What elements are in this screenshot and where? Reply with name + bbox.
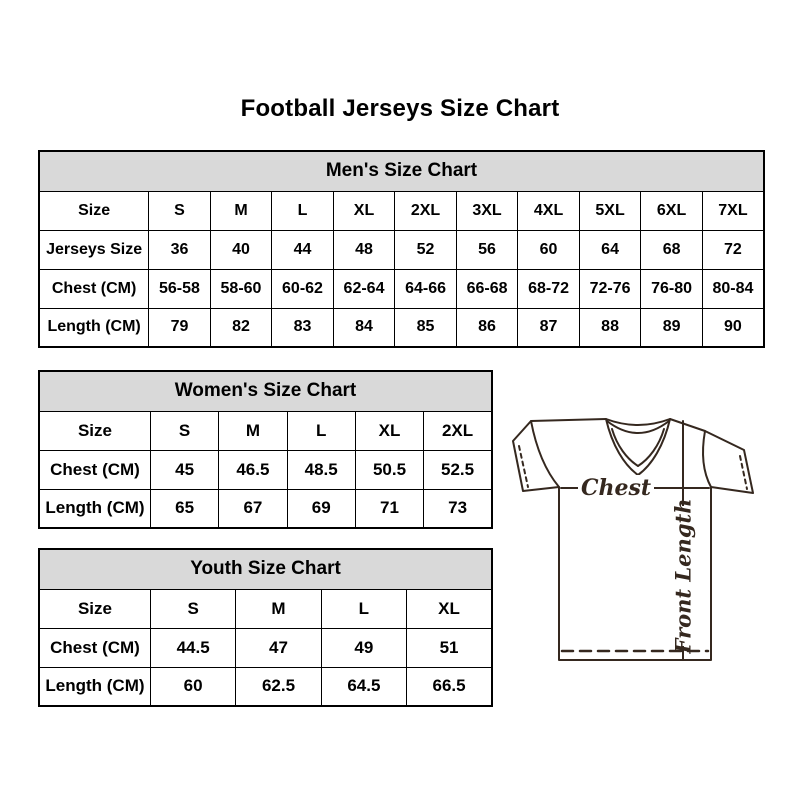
- cell: 2XL: [395, 191, 457, 230]
- cell: 73: [424, 489, 492, 528]
- cell: 4XL: [518, 191, 580, 230]
- youth-size-table: [38, 548, 493, 707]
- cell: 3XL: [456, 191, 518, 230]
- cell: 67: [219, 489, 287, 528]
- cell: 69: [287, 489, 355, 528]
- table-row: [39, 667, 492, 706]
- row-label: Length (CM): [39, 667, 150, 706]
- cell: 76-80: [641, 269, 703, 308]
- cell: 87: [518, 308, 580, 347]
- table-row: [39, 230, 764, 269]
- cell: 64: [579, 230, 641, 269]
- cell: 68: [641, 230, 703, 269]
- cell: L: [272, 191, 334, 230]
- cell: 88: [579, 308, 641, 347]
- cell: 46.5: [219, 450, 287, 489]
- cell: 48.5: [287, 450, 355, 489]
- womens-header-row: [39, 371, 492, 411]
- cell: 52: [395, 230, 457, 269]
- chest-label: Chest: [580, 475, 652, 501]
- cell: 66.5: [407, 667, 492, 706]
- cell: 71: [355, 489, 423, 528]
- cell: 7XL: [702, 191, 764, 230]
- jersey-illustration: [506, 403, 768, 667]
- table-row: [39, 191, 764, 230]
- table-row: [39, 628, 492, 667]
- mens-size-table: [38, 150, 765, 348]
- cell: 79: [149, 308, 211, 347]
- cell: 60-62: [272, 269, 334, 308]
- cell: 84: [333, 308, 395, 347]
- row-label: Length (CM): [39, 308, 149, 347]
- cell: 80-84: [702, 269, 764, 308]
- cell: 36: [149, 230, 211, 269]
- collar-outer-v-left: [606, 419, 638, 475]
- cell: S: [150, 589, 235, 628]
- cell: 83: [272, 308, 334, 347]
- table-row: [39, 269, 764, 308]
- cell: 6XL: [641, 191, 703, 230]
- row-label: Size: [39, 589, 150, 628]
- cell: 82: [210, 308, 272, 347]
- cell: 90: [702, 308, 764, 347]
- cell: 47: [236, 628, 321, 667]
- cell: XL: [407, 589, 492, 628]
- cell: M: [219, 411, 287, 450]
- table-row: [39, 589, 492, 628]
- collar-outer-v-right: [638, 419, 670, 475]
- table-row: [39, 450, 492, 489]
- youth-table-title: Youth Size Chart: [39, 549, 492, 589]
- row-label: Jerseys Size: [39, 230, 149, 269]
- cell: 62.5: [236, 667, 321, 706]
- right-armhole-seam: [703, 431, 711, 487]
- cell: 66-68: [456, 269, 518, 308]
- cell: 40: [210, 230, 272, 269]
- cell: 85: [395, 308, 457, 347]
- cell: S: [150, 411, 218, 450]
- cell: 72: [702, 230, 764, 269]
- row-label: Length (CM): [39, 489, 150, 528]
- cell: 52.5: [424, 450, 492, 489]
- cell: M: [210, 191, 272, 230]
- cell: 89: [641, 308, 703, 347]
- youth-header-row: [39, 549, 492, 589]
- row-label: Size: [39, 191, 149, 230]
- cell: 2XL: [424, 411, 492, 450]
- front-length-label: Front Length: [670, 498, 696, 654]
- cell: XL: [333, 191, 395, 230]
- table-row: [39, 411, 492, 450]
- cell: 45: [150, 450, 218, 489]
- cell: 62-64: [333, 269, 395, 308]
- cell: 64.5: [321, 667, 406, 706]
- cell: 60: [518, 230, 580, 269]
- left-armhole-seam: [531, 421, 559, 487]
- womens-table-title: Women's Size Chart: [39, 371, 492, 411]
- cell: 5XL: [579, 191, 641, 230]
- cell: 56-58: [149, 269, 211, 308]
- cell: 44: [272, 230, 334, 269]
- cell: 56: [456, 230, 518, 269]
- table-row: [39, 308, 764, 347]
- row-label: Chest (CM): [39, 628, 150, 667]
- cell: 68-72: [518, 269, 580, 308]
- row-label: Chest (CM): [39, 269, 149, 308]
- cell: L: [321, 589, 406, 628]
- cell: 50.5: [355, 450, 423, 489]
- cell: 49: [321, 628, 406, 667]
- cell: XL: [355, 411, 423, 450]
- cell: S: [149, 191, 211, 230]
- cell: 60: [150, 667, 235, 706]
- cell: 51: [407, 628, 492, 667]
- cell: 64-66: [395, 269, 457, 308]
- cell: M: [236, 589, 321, 628]
- cell: L: [287, 411, 355, 450]
- mens-header-row: [39, 151, 764, 191]
- table-row: [39, 489, 492, 528]
- cell: 48: [333, 230, 395, 269]
- cell: 65: [150, 489, 218, 528]
- cell: 44.5: [150, 628, 235, 667]
- cell: 58-60: [210, 269, 272, 308]
- jersey-outline: [513, 419, 753, 660]
- mens-table-title: Men's Size Chart: [39, 151, 764, 191]
- jersey-measurement-diagram: [506, 403, 768, 667]
- cell: 86: [456, 308, 518, 347]
- page-title: Football Jerseys Size Chart: [240, 95, 560, 122]
- row-label: Chest (CM): [39, 450, 150, 489]
- cell: 72-76: [579, 269, 641, 308]
- womens-size-table: [38, 370, 493, 529]
- row-label: Size: [39, 411, 150, 450]
